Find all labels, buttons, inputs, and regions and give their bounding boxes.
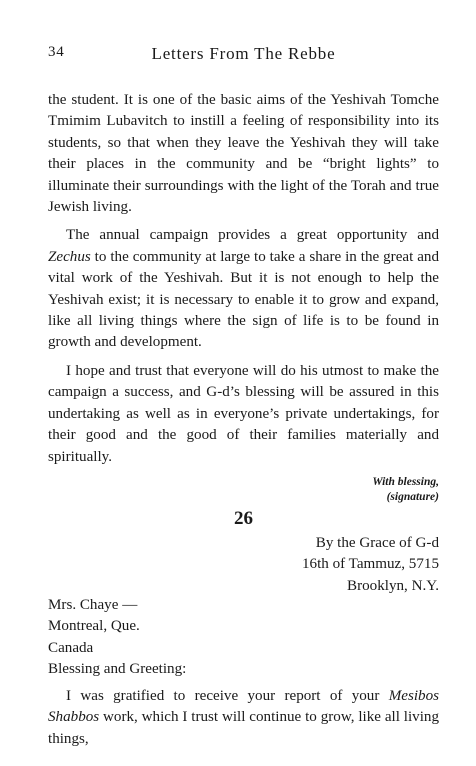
text: to the community at large to take a share in the great and vital work of the Yeshivah. But it is not enough to help the Yeshivah exist; it is necessary to enable it to grow and expand, like all living things where the sign of life is to be found in growth and development. bbox=[48, 248, 439, 351]
closing bbox=[48, 475, 439, 505]
italic-term: Zechus bbox=[48, 248, 91, 265]
recipient-line: Mrs. Chaye — bbox=[48, 597, 138, 613]
italic-term: Mesibos Shabbos bbox=[48, 688, 439, 726]
recipient-line: Canada bbox=[48, 639, 94, 656]
text: work, which I trust will continue to grow, like all living things, bbox=[48, 709, 439, 747]
letter-25-continuation bbox=[48, 90, 439, 505]
letter-number: 26 bbox=[234, 508, 253, 529]
paragraph bbox=[48, 686, 439, 750]
letter-26-body bbox=[48, 686, 439, 757]
text: I was gratified to receive your report of your bbox=[66, 688, 389, 704]
paragraph: the student. It is one of the basic aims of the Yeshivah Tomche Tmimim Lubavitch to instill a feeling of responsibility into its students, so that when they leave the Yeshivah they will take their places in the community and be “bright lights” to illuminate their surroundings with the light of the Torah and true Jewish living. bbox=[48, 92, 439, 216]
signature-placeholder: (signature) bbox=[386, 490, 439, 503]
recipient-line: Montreal, Que. bbox=[48, 618, 140, 635]
dateline-line: 16th of Tammuz, 5715 bbox=[301, 556, 439, 573]
paragraph: I hope and trust that everyone will do his utmost to make the campaign a success, and G-d’s blessing will be assured in this undertaking as well as in everyone’s private undertakings, for their good and the good of their families materially and spiritually. bbox=[48, 362, 439, 465]
text: The annual campaign provides a great opportunity and bbox=[66, 227, 439, 244]
dateline bbox=[302, 533, 439, 597]
greeting: Blessing and Greeting: bbox=[48, 661, 187, 678]
page-number: 34 bbox=[48, 44, 65, 60]
dateline-line: Brooklyn, N.Y. bbox=[347, 577, 439, 594]
closing-salutation: With blessing, bbox=[372, 475, 439, 488]
running-title: Letters From The Rebbe bbox=[151, 44, 336, 63]
dateline-line: By the Grace of G-d bbox=[315, 535, 439, 551]
page-header bbox=[48, 44, 439, 68]
book-page bbox=[48, 0, 439, 766]
recipient-block bbox=[48, 595, 186, 681]
paragraph bbox=[48, 225, 439, 353]
